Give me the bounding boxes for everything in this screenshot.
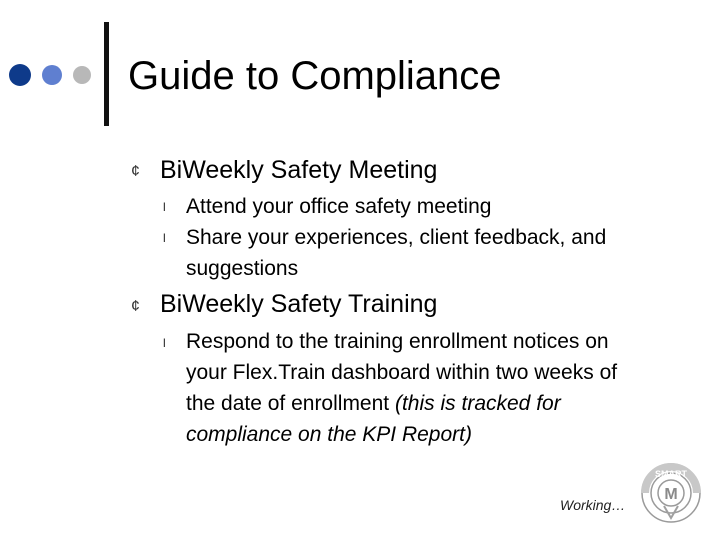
sub-bullet-icon: l [163,231,166,245]
logo-letter: M [664,486,678,503]
sub-bullet-icon: l [163,336,166,350]
decor-dot-mid [42,65,62,85]
footer-working-text: Working… [560,497,626,513]
decor-dot-dark [9,64,31,86]
section-heading: BiWeekly Safety Meeting [160,156,438,184]
bullet-icon: ¢ [131,298,140,315]
logo-text: SMART [655,469,687,479]
list-item-text: Respond to the training enrollment notices on your Flex.Train dashboard within two weeks of the date of enrollment [186,330,618,415]
list-item-italic-note: (this is tracked for compliance on the KPI Report) [186,392,561,446]
bullet-icon: ¢ [131,163,140,180]
smart-logo-icon [640,462,702,524]
sub-bullet-icon: l [163,200,166,214]
title-divider [104,22,109,126]
slide-title: Guide to Compliance [128,54,502,98]
section-heading: BiWeekly Safety Training [160,290,438,318]
list-item: Attend your office safety meeting [186,195,492,218]
list-item: Share your experiences, client feedback, and suggestions [186,226,607,280]
list-item [186,326,646,450]
decor-dot-light [73,66,91,84]
